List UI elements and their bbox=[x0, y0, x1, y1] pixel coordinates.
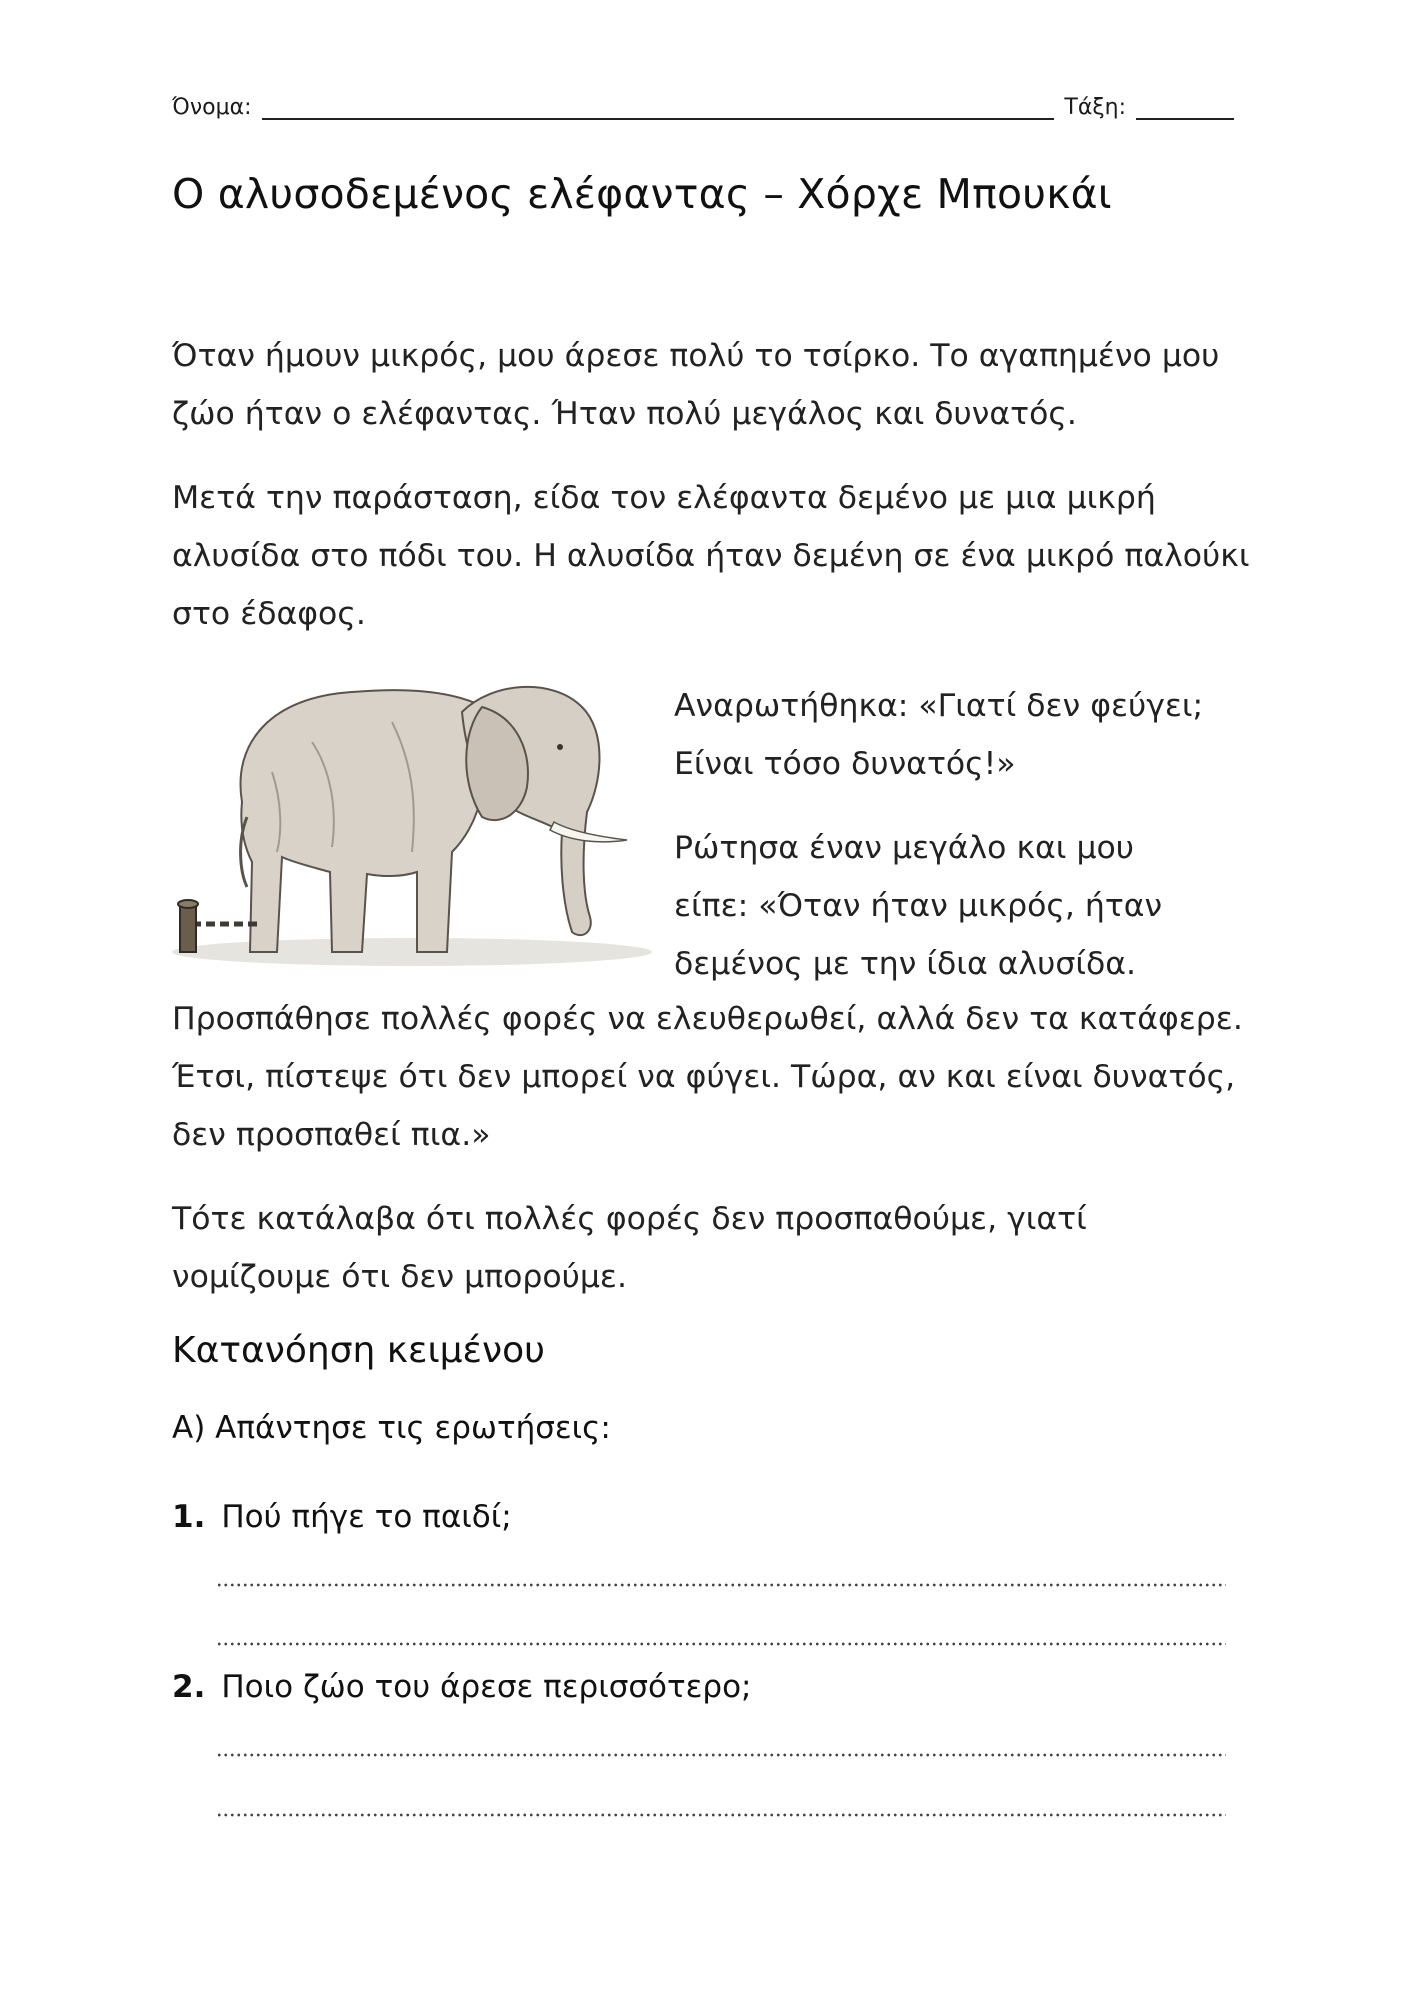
worksheet-title: Ο αλυσοδεμένος ελέφαντας – Χόρχε Μπουκάι bbox=[172, 170, 1112, 218]
right-line: δεμένος με την ίδια αλυσίδα. bbox=[674, 946, 1137, 982]
class-label: Τάξη: bbox=[1064, 95, 1126, 120]
comprehension-heading: Κατανόηση κειμένου bbox=[172, 1330, 545, 1371]
answer-line-1a[interactable] bbox=[216, 1583, 1226, 1587]
answer-line-2a[interactable] bbox=[216, 1753, 1226, 1757]
story-right-paragraph-1 bbox=[674, 677, 1254, 793]
question-number: 2. bbox=[172, 1669, 206, 1705]
answer-line-1b[interactable] bbox=[216, 1642, 1226, 1646]
part-a-instruction: Α) Απάντησε τις ερωτήσεις: bbox=[172, 1410, 611, 1446]
name-label: Όνομα: bbox=[172, 95, 252, 120]
right-line: Ρώτησα έναν μεγάλο και μου bbox=[674, 830, 1134, 866]
answer-line-2b[interactable] bbox=[216, 1813, 1226, 1817]
question-2 bbox=[172, 1669, 752, 1705]
story-paragraph-3: Προσπάθησε πολλές φορές να ελευθερωθεί, αλλά δεν τα κατάφερε. Έτσι, πίστεψε ότι δεν μπορεί να φύγει. Τώρα, αν και είναι δυνατός, δεν προσπαθεί πια.» bbox=[172, 1001, 1243, 1153]
question-text: Πού πήγε το παιδί; bbox=[221, 1499, 512, 1535]
question-text: Ποιο ζώο του άρεσε περισσότερο; bbox=[221, 1669, 752, 1705]
name-blank-line[interactable] bbox=[262, 94, 1055, 120]
story-right-paragraph-2 bbox=[674, 819, 1254, 993]
class-blank-line[interactable] bbox=[1136, 94, 1234, 120]
chained-elephant-icon bbox=[172, 687, 652, 966]
right-line: είπε: «Όταν ήταν μικρός, ήταν bbox=[674, 888, 1163, 924]
student-info-header bbox=[172, 84, 1234, 120]
elephant-illustration bbox=[162, 652, 662, 972]
question-number: 1. bbox=[172, 1499, 206, 1535]
story-paragraph-4: Τότε κατάλαβα ότι πολλές φορές δεν προσπαθούμε, γιατί νομίζουμε ότι δεν μπορούμε. bbox=[172, 1201, 1087, 1295]
question-1 bbox=[172, 1499, 512, 1535]
story-paragraph-1: Όταν ήμουν μικρός, μου άρεσε πολύ το τσίρκο. Το αγαπημένο μου ζώο ήταν ο ελέφαντας. Ήταν πολύ μεγάλος και δυνατός. bbox=[172, 338, 1220, 432]
story-paragraph-2: Μετά την παράσταση, είδα τον ελέφαντα δεμένο με μια μικρή αλυσίδα στο πόδι του. Η αλυσίδα ήταν δεμένη σε ένα μικρό παλούκι στο έδαφος. bbox=[172, 480, 1250, 632]
right-line: Είναι τόσο δυνατός!» bbox=[674, 746, 1016, 782]
right-line: Αναρωτήθηκα: «Γιατί δεν φεύγει; bbox=[674, 688, 1204, 724]
